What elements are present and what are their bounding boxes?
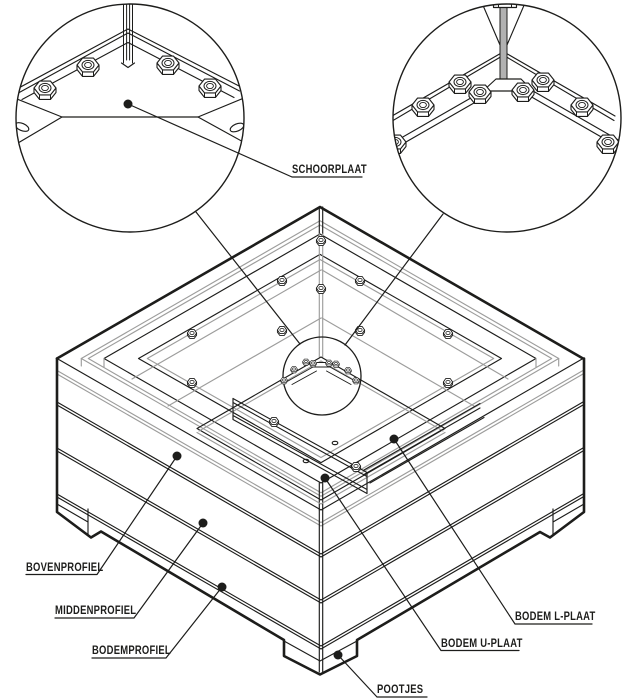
detail-view-corner-bolts — [384, 1, 628, 233]
wall-bolt-nuts — [187, 237, 452, 472]
label-bodem-u-plaat: BODEM U-PLAAT — [441, 637, 523, 650]
detail-callout-circle — [281, 337, 361, 415]
label-bovenprofiel: BOVENPROFIEL — [26, 561, 104, 574]
threaded-rod — [500, 6, 507, 79]
detail-view-schoorplaat — [7, 0, 249, 232]
label-bodemprofiel: BODEMPROFIEL — [92, 645, 171, 657]
bodem-l-plaat-part — [364, 404, 484, 484]
label-schoorplaat: SCHOORPLAAT — [292, 164, 367, 176]
label-bodem-l-plaat: BODEM L-PLAAT — [515, 611, 596, 623]
label-middenprofiel: MIDDENPROFIEL — [55, 605, 137, 617]
bovenprofiel-plank-lines — [57, 402, 583, 557]
threaded-rod — [122, 0, 135, 68]
label-pootjes: POOTJES — [377, 684, 424, 696]
